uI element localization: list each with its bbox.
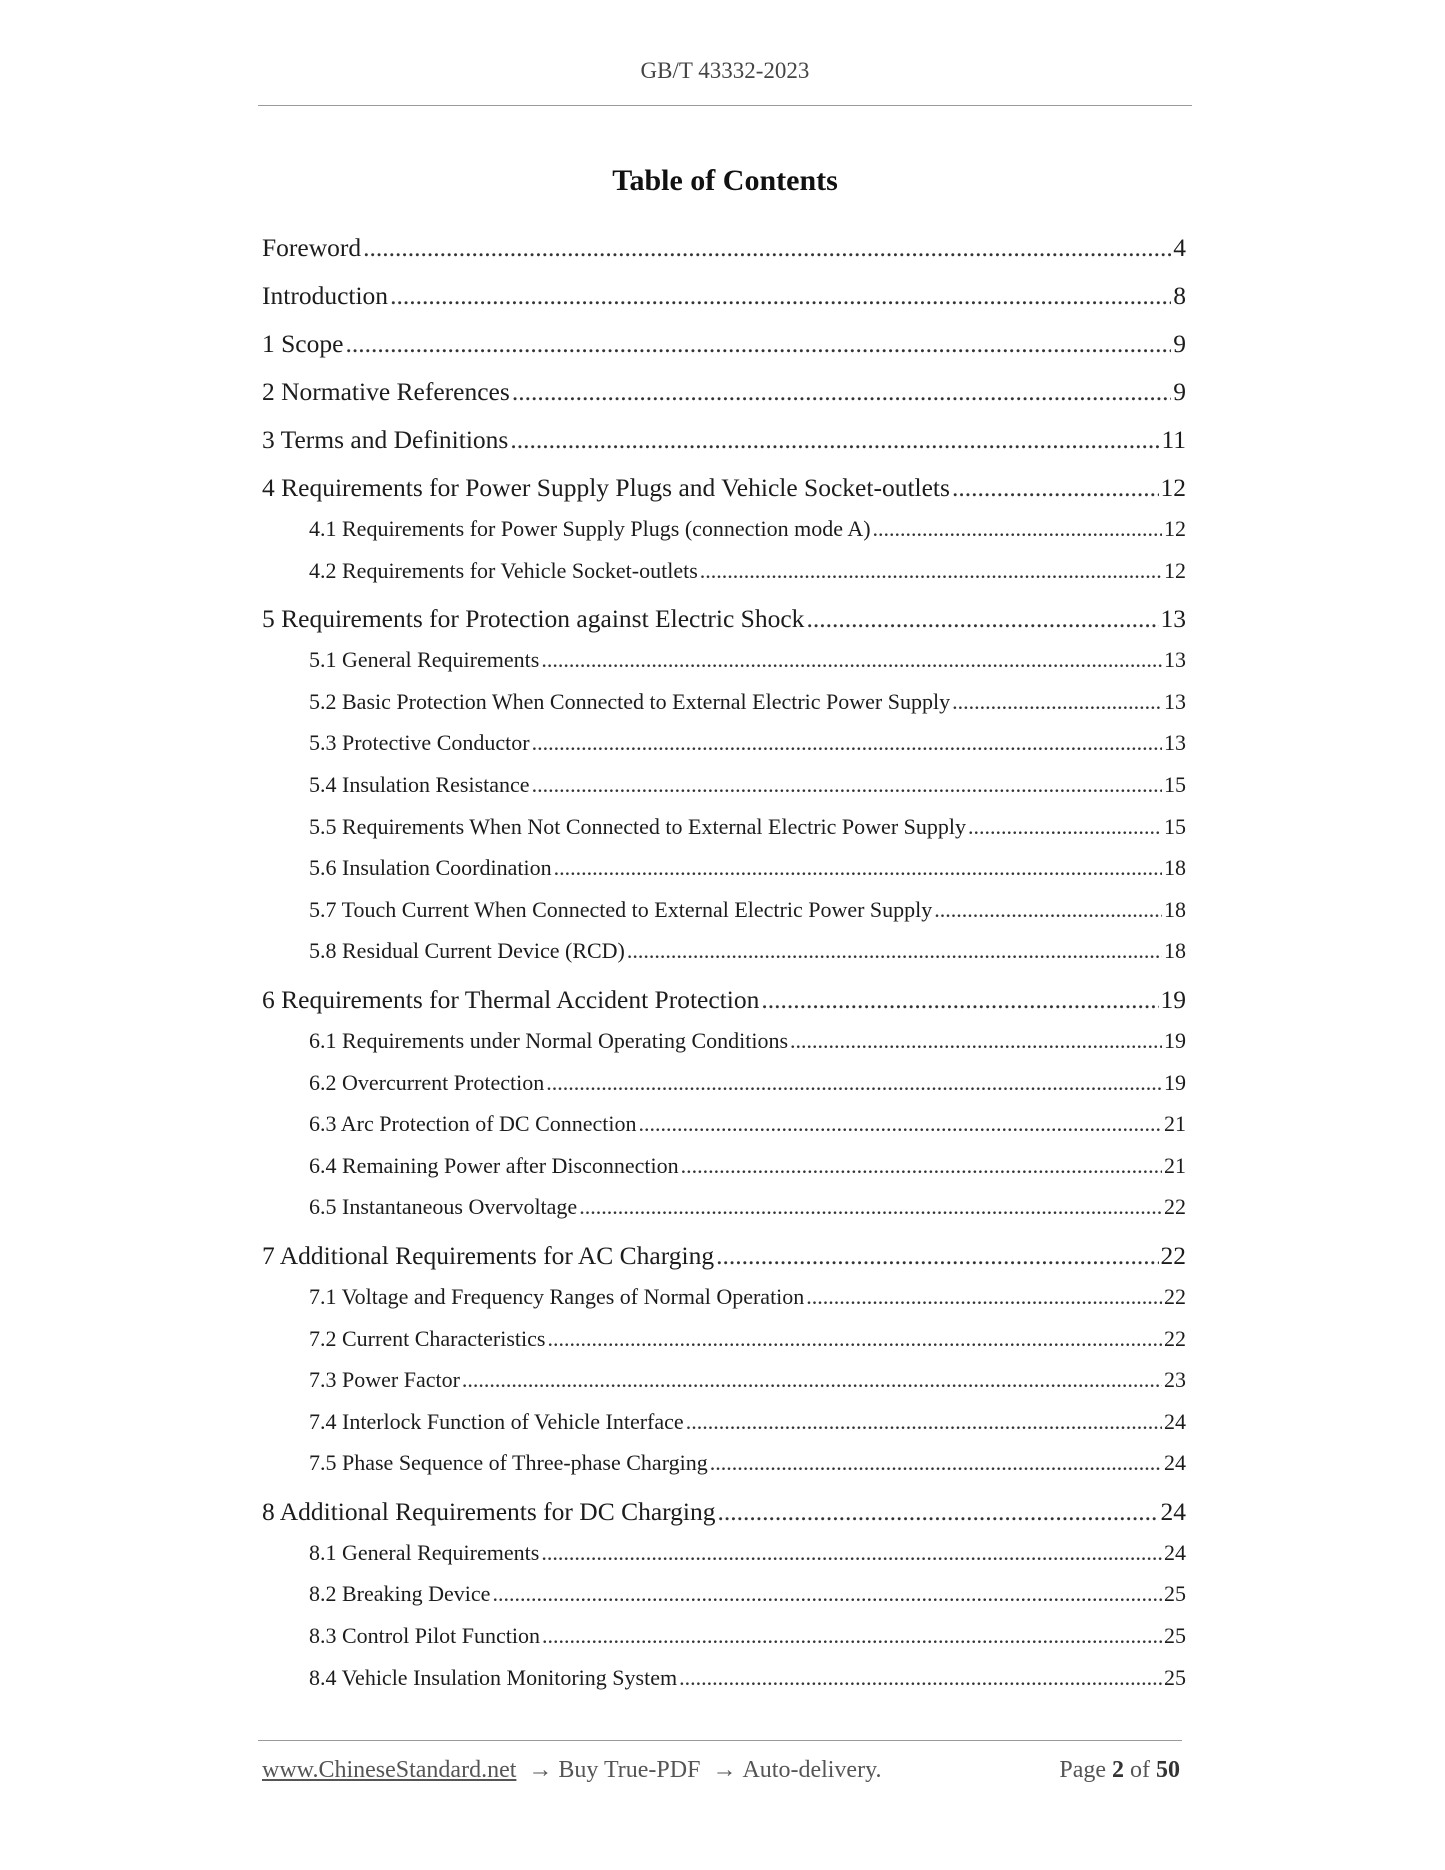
toc-subentry[interactable] (262, 847, 1186, 889)
toc-page-number: 18 (1164, 855, 1186, 881)
toc-entry[interactable] (262, 1488, 1186, 1536)
toc-entry-label: 5.3 Protective Conductor (309, 730, 530, 756)
toc-page-number: 19 (1164, 1027, 1186, 1053)
toc-entry[interactable] (262, 595, 1186, 643)
toc-page-number: 22 (1160, 1240, 1186, 1270)
toc-entry[interactable] (262, 320, 1186, 368)
dot-leader (462, 1359, 1162, 1401)
toc-entry-label: 6.2 Overcurrent Protection (309, 1069, 545, 1095)
toc-entry[interactable] (262, 1232, 1186, 1280)
toc-entry[interactable] (262, 368, 1186, 416)
toc-page-number: 12 (1160, 473, 1186, 502)
dot-leader (541, 1532, 1162, 1574)
toc-entry-label: 5.2 Basic Protection When Connected to External Electric Power Supply (309, 688, 951, 714)
toc-entry-label: 5.6 Insulation Coordination (309, 855, 552, 881)
dot-leader (952, 464, 1159, 512)
toc-page-number: 8 (1173, 281, 1186, 310)
toc-subentry[interactable] (262, 1062, 1186, 1104)
toc-page-number: 9 (1173, 377, 1186, 406)
toc-page-number: 11 (1161, 425, 1186, 454)
toc-entry[interactable] (262, 224, 1186, 272)
toc-entry-label: 7.4 Interlock Function of Vehicle Interface (309, 1408, 684, 1434)
toc-page-number: 25 (1164, 1581, 1186, 1607)
dot-leader (686, 1401, 1162, 1443)
toc-page-number: 24 (1164, 1539, 1186, 1565)
toc-title: Table of Contents (612, 164, 838, 197)
dot-leader (345, 320, 1171, 368)
toc-subentry[interactable] (262, 764, 1186, 806)
auto-delivery-text: Auto-delivery. (742, 1757, 882, 1783)
toc-subentry[interactable] (262, 1532, 1186, 1574)
toc-page-number: 18 (1164, 938, 1186, 964)
dot-leader (627, 930, 1162, 972)
arrow-right-icon: → (712, 1757, 737, 1783)
toc-subentry[interactable] (262, 508, 1186, 550)
toc-page-number: 15 (1164, 771, 1186, 797)
toc-entry[interactable] (262, 976, 1186, 1024)
toc-entry-label: 8.3 Control Pilot Function (309, 1623, 541, 1649)
toc-subentry[interactable] (262, 806, 1186, 848)
dot-leader (554, 847, 1162, 889)
dot-leader (542, 1615, 1162, 1657)
page-current: 2 (1112, 1757, 1124, 1783)
dot-leader (546, 1062, 1162, 1104)
dot-leader (363, 224, 1171, 272)
dot-leader (512, 368, 1171, 416)
toc-entry-label: 1 Scope (262, 329, 344, 358)
running-header: GB/T 43332-2023 (640, 58, 810, 83)
toc-subentry[interactable] (262, 550, 1186, 592)
toc-entry-label: 6.5 Instantaneous Overvoltage (309, 1194, 578, 1220)
site-link[interactable]: www.ChineseStandard.net (262, 1757, 517, 1783)
dot-leader (541, 639, 1162, 681)
toc-entry-label: 4 Requirements for Power Supply Plugs and Vehicle Socket-outlets (262, 473, 950, 502)
dot-leader (952, 681, 1162, 723)
toc-page-number: 19 (1160, 984, 1186, 1014)
dot-leader (547, 1318, 1162, 1360)
toc-page-number: 12 (1164, 516, 1186, 541)
toc-page-number: 21 (1164, 1152, 1186, 1178)
toc-subentry[interactable] (262, 1359, 1186, 1401)
toc-entry-label: 5 Requirements for Protection against Electric Shock (262, 604, 805, 634)
toc-entry-label: 5.7 Touch Current When Connected to External Electric Power Supply (309, 896, 933, 922)
dot-leader (761, 976, 1158, 1024)
toc-entry-label: 7.3 Power Factor (309, 1367, 460, 1393)
dot-leader (806, 595, 1158, 643)
toc-entry-label: 7.5 Phase Sequence of Three-phase Charging (309, 1450, 708, 1476)
toc-page-number: 15 (1164, 813, 1186, 839)
toc-page-number: 23 (1164, 1367, 1186, 1393)
page-indicator (1059, 1757, 1180, 1784)
dot-leader (492, 1573, 1162, 1615)
toc-subentry[interactable] (262, 1442, 1186, 1484)
footer-divider (258, 1740, 1182, 1741)
toc-page-number: 12 (1164, 557, 1186, 583)
toc-entry-label: 8.2 Breaking Device (309, 1581, 491, 1607)
arrow-right-icon: → (528, 1757, 553, 1783)
toc-entry-label: Foreword (262, 233, 362, 262)
dot-leader (532, 764, 1162, 806)
dot-leader (639, 1103, 1162, 1145)
dot-leader (510, 416, 1159, 464)
toc-entry-label: 6 Requirements for Thermal Accident Protection (262, 984, 760, 1014)
toc-page-number: 18 (1164, 896, 1186, 922)
dot-leader (934, 889, 1162, 931)
toc-page-number: 13 (1164, 647, 1186, 673)
toc-subentry[interactable] (262, 1186, 1186, 1228)
toc-subentry[interactable] (262, 639, 1186, 681)
buy-pdf-text: Buy True-PDF (558, 1757, 701, 1783)
toc-page-number: 22 (1164, 1325, 1186, 1351)
dot-leader (968, 806, 1162, 848)
toc-subentry[interactable] (262, 1276, 1186, 1318)
dot-leader (806, 1276, 1162, 1318)
toc-entry-label: 3 Terms and Definitions (262, 425, 509, 454)
toc-page-number: 22 (1164, 1283, 1186, 1309)
dot-leader (679, 1657, 1162, 1699)
toc-subentry[interactable] (262, 1657, 1186, 1699)
toc-entry-label: 7.2 Current Characteristics (309, 1325, 546, 1351)
dot-leader (532, 722, 1162, 764)
page-word: Page (1059, 1757, 1106, 1783)
dot-leader (579, 1186, 1162, 1228)
toc-entry-label: 6.4 Remaining Power after Disconnection (309, 1152, 679, 1178)
toc-entry-label: 7 Additional Requirements for AC Charging (262, 1240, 715, 1270)
toc-entry-label: 5.8 Residual Current Device (RCD) (309, 938, 625, 964)
toc-subentry[interactable] (262, 1615, 1186, 1657)
footer-left (262, 1757, 882, 1784)
toc-entry-label: 8.4 Vehicle Insulation Monitoring System (309, 1664, 678, 1690)
toc-subentry[interactable] (262, 1401, 1186, 1443)
toc-subentry[interactable] (262, 1318, 1186, 1360)
toc-page-number: 24 (1164, 1408, 1186, 1434)
toc-subentry[interactable] (262, 722, 1186, 764)
toc-entry-label: 4.1 Requirements for Power Supply Plugs (connection mode A) (309, 516, 871, 541)
header-divider (258, 105, 1192, 106)
dot-leader (681, 1145, 1162, 1187)
dot-leader (873, 508, 1162, 550)
toc-page-number: 4 (1173, 233, 1186, 262)
toc-page-number: 22 (1164, 1194, 1186, 1220)
dot-leader (790, 1020, 1162, 1062)
toc-page-number: 13 (1164, 730, 1186, 756)
toc-entry-label: 6.1 Requirements under Normal Operating Conditions (309, 1027, 789, 1053)
toc-entry-label: 5.4 Insulation Resistance (309, 771, 530, 797)
toc-entry-label: 6.3 Arc Protection of DC Connection (309, 1111, 637, 1137)
toc-entry-label: 2 Normative References (262, 377, 510, 406)
toc-page-number: 13 (1164, 688, 1186, 714)
toc-entry[interactable] (262, 272, 1186, 320)
toc-page-number: 24 (1160, 1496, 1186, 1526)
toc-subentry[interactable] (262, 1103, 1186, 1145)
toc-entry-label: 8.1 General Requirements (309, 1539, 540, 1565)
toc-page-number: 13 (1160, 604, 1186, 634)
toc-page-number: 25 (1164, 1664, 1186, 1690)
toc-subentry[interactable] (262, 930, 1186, 972)
toc-entry-label: 8 Additional Requirements for DC Charging (262, 1496, 716, 1526)
of-word: of (1130, 1757, 1150, 1783)
toc-subentry[interactable] (262, 1573, 1186, 1615)
toc-subentry[interactable] (262, 889, 1186, 931)
dot-leader (710, 1442, 1162, 1484)
toc-entry-label: 5.5 Requirements When Not Connected to External Electric Power Supply (309, 813, 966, 839)
page-total: 50 (1156, 1757, 1180, 1783)
toc-page-number: 24 (1164, 1450, 1186, 1476)
toc-entry-label: Introduction (262, 281, 389, 310)
dot-leader (390, 272, 1171, 320)
toc-subentry[interactable] (262, 1145, 1186, 1187)
toc-page-number: 21 (1164, 1111, 1186, 1137)
toc-entry-label: 4.2 Requirements for Vehicle Socket-outlets (309, 557, 698, 583)
dot-leader (716, 1232, 1158, 1280)
toc-list (262, 224, 1186, 1702)
toc-page-number: 25 (1164, 1623, 1186, 1649)
toc-subentry[interactable] (262, 1020, 1186, 1062)
toc-page-number: 9 (1173, 329, 1186, 358)
toc-entry-label: 7.1 Voltage and Frequency Ranges of Normal Operation (309, 1283, 805, 1309)
toc-entry[interactable] (262, 464, 1186, 512)
toc-subentry[interactable] (262, 681, 1186, 723)
toc-page-number: 19 (1164, 1069, 1186, 1095)
page-footer (262, 1757, 1180, 1784)
toc-entry-label: 5.1 General Requirements (309, 647, 540, 673)
toc-entry[interactable] (262, 416, 1186, 464)
dot-leader (700, 550, 1162, 592)
dot-leader (718, 1488, 1159, 1536)
